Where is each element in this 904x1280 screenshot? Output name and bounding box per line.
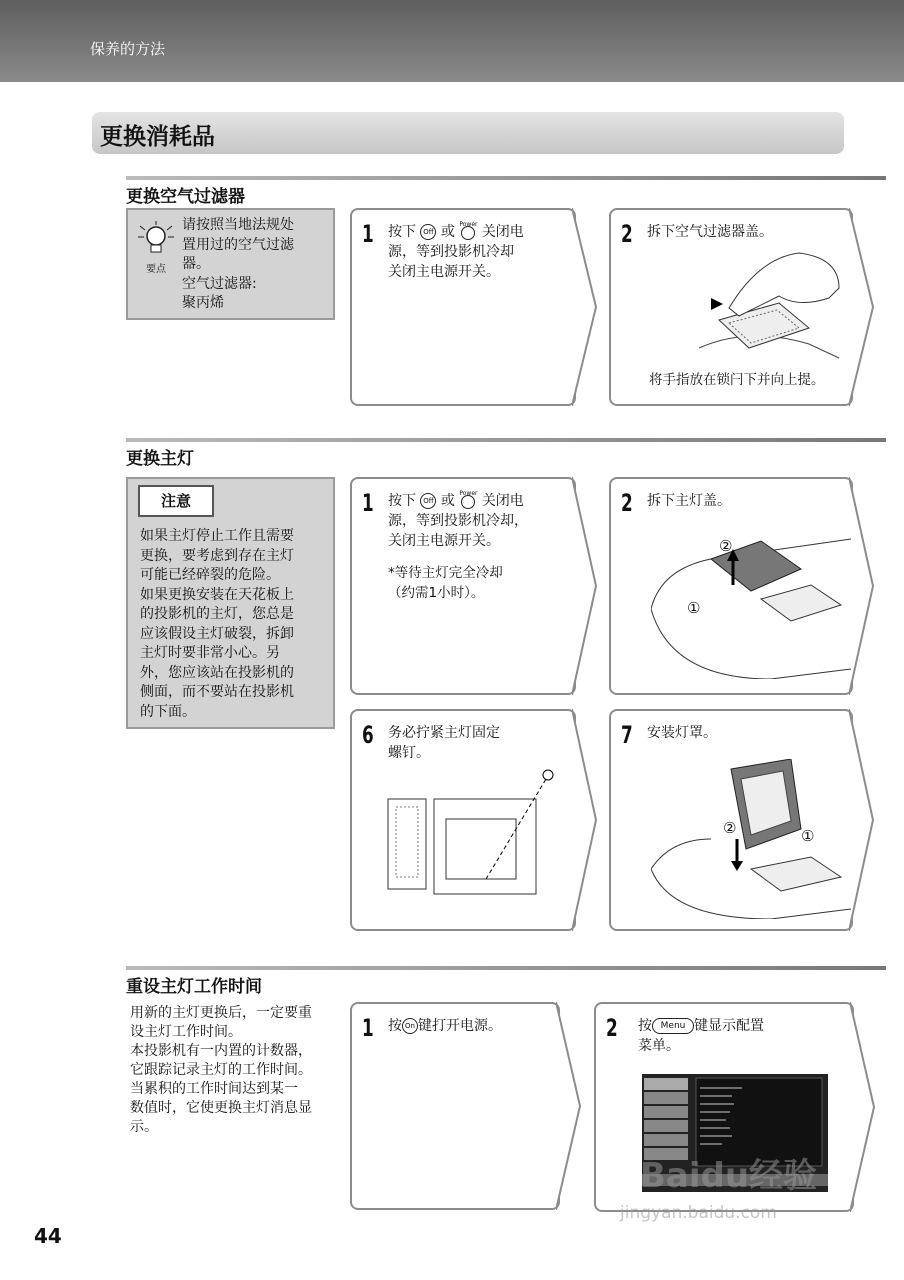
step-number: 2	[621, 489, 633, 517]
intro-line: 它跟踪记录主灯的工作时间。	[130, 1062, 312, 1078]
caution-line: 如果主灯停止工作且需要	[140, 528, 294, 544]
caution-line: 侧面，而不要站在投影机	[140, 684, 294, 700]
step-text-line: 源，等到投影机冷却，	[388, 513, 528, 529]
tip-line: 请按照当地法规处	[182, 217, 294, 233]
step-arrow	[849, 208, 879, 406]
breadcrumb: 保养的方法	[90, 40, 166, 58]
step-text: 安装灯罩。	[647, 725, 717, 741]
power-label: Power	[459, 221, 478, 228]
power-button-icon	[459, 490, 478, 509]
intro-line: 示。	[130, 1119, 158, 1135]
header-bar	[0, 0, 904, 82]
step-arrow	[849, 709, 879, 931]
caution-line: 外，您应该站在投影机的	[140, 664, 294, 681]
tip-line: 置用过的空气过滤	[182, 236, 294, 253]
step-text-part: 或	[440, 493, 455, 509]
step-card	[350, 709, 576, 931]
marker-2: ②	[723, 819, 737, 837]
caution-label: 注意	[138, 485, 214, 517]
filter-cover-illustration	[689, 248, 849, 368]
step-card	[350, 1002, 560, 1210]
caution-line: 更换，要考虑到存在主灯	[140, 547, 294, 564]
intro-line: 用新的主灯更换后，一定要重	[130, 1005, 312, 1021]
step-text	[388, 222, 524, 282]
off-button-icon: Off	[420, 224, 436, 240]
step-text-line: 务必拧紧主灯固定	[388, 725, 500, 741]
step-card	[350, 208, 576, 406]
step-number: 2	[606, 1014, 618, 1042]
tip-line: 聚丙烯	[182, 295, 224, 311]
marker-1: ①	[801, 827, 815, 845]
step-text	[388, 1016, 502, 1036]
caution-text	[140, 527, 330, 722]
step-text-part: 按下	[388, 493, 416, 509]
step-text-part: 关闭电	[481, 493, 524, 509]
caution-line: 如果更换安装在天花板上	[140, 586, 294, 603]
reset-intro	[130, 1004, 312, 1137]
tip-line: 器。	[182, 256, 210, 272]
intro-line: 设主灯工作时间。	[130, 1024, 242, 1040]
power-button-icon	[459, 221, 478, 240]
caution-line: 主灯时要非常小心。另	[140, 645, 280, 661]
lamp-screw-illustration	[386, 769, 566, 899]
intro-line: 本投影机有一内置的计数器，	[130, 1043, 312, 1059]
chapter-title: 更换消耗品	[100, 124, 215, 150]
step-text-part: 按	[388, 1018, 402, 1034]
step-number: 1	[362, 1014, 374, 1042]
step-card	[609, 709, 853, 931]
step-arrow	[556, 1002, 586, 1210]
step-text	[388, 491, 528, 603]
tip-label: 要点	[146, 264, 166, 275]
step-arrow	[849, 477, 879, 695]
intro-line: 数值时，它使更换主灯消息显	[130, 1100, 312, 1116]
section-rule	[126, 966, 886, 970]
off-button-icon: Off	[420, 493, 436, 509]
step-arrow	[572, 208, 602, 406]
power-label: Power	[459, 490, 478, 497]
caution-box	[126, 477, 335, 729]
step-text-part: 关闭电	[481, 224, 524, 240]
caution-line: 的投影机的主灯，您总是	[140, 606, 294, 622]
step-arrow	[572, 709, 602, 931]
marker-2: ②	[719, 537, 733, 555]
step-text-part: 或	[440, 224, 455, 240]
step-text	[638, 1016, 764, 1056]
step-number: 1	[362, 489, 374, 517]
tip-box	[126, 208, 335, 320]
menu-button-icon: Menu	[652, 1018, 694, 1034]
watermark-logo-text: Baidu经验	[640, 1156, 818, 1196]
lightbulb-icon	[136, 220, 176, 258]
chapter-heading	[92, 112, 844, 154]
step-number: 6	[362, 721, 374, 749]
step-text: 拆下空气过滤器盖。	[647, 224, 773, 240]
step-text-line: 螺钉。	[388, 745, 430, 761]
step-text-line: 菜单。	[638, 1038, 680, 1054]
watermark	[620, 1148, 818, 1223]
step-number: 7	[621, 721, 633, 749]
lamp-cover-illustration	[651, 529, 851, 679]
step-text-part: 按	[638, 1018, 652, 1034]
on-button-icon: On	[402, 1018, 418, 1034]
step-number: 2	[621, 220, 633, 248]
watermark-url: jingyan.baidu.com	[620, 1203, 777, 1223]
step-text: 拆下主灯盖。	[647, 493, 731, 509]
marker-1: ①	[687, 599, 701, 617]
tip-line: 空气过滤器:	[182, 275, 257, 292]
step-text-line: 源，等到投影机冷却	[388, 244, 514, 260]
section-title-reset: 重设主灯工作时间	[126, 977, 262, 997]
section-title-air-filter: 更换空气过滤器	[126, 187, 245, 207]
step-text-line: 关闭主电源开关。	[388, 533, 500, 549]
step-note: *等待主灯完全冷却	[388, 565, 503, 581]
caution-line: 可能已经碎裂的危险。	[140, 567, 280, 583]
section-rule	[126, 176, 886, 180]
step-text	[388, 723, 500, 763]
caution-line: 的下面。	[140, 703, 196, 720]
step-card	[350, 477, 576, 695]
step-text-line: 关闭主电源开关。	[388, 264, 500, 280]
step-text-part: 键显示配置	[694, 1018, 764, 1034]
section-rule	[126, 438, 886, 442]
step-arrow	[572, 477, 602, 695]
lamp-cover-install-illustration	[651, 759, 851, 919]
step-card	[609, 477, 853, 695]
tip-text	[182, 216, 294, 314]
step-text-part: 键打开电源。	[418, 1018, 502, 1034]
page-number: 44	[34, 1224, 62, 1248]
step-note: （约需1小时）。	[388, 585, 485, 601]
section-title-lamp: 更换主灯	[126, 449, 194, 469]
step-caption: 将手指放在锁闩下并向上提。	[649, 372, 825, 388]
step-text-part: 按下	[388, 224, 416, 240]
step-number: 1	[362, 220, 374, 248]
intro-line: 当累积的工作时间达到某一	[130, 1081, 298, 1097]
step-card	[609, 208, 853, 406]
step-arrow	[850, 1002, 880, 1212]
caution-line: 应该假设主灯破裂，拆卸	[140, 625, 294, 642]
